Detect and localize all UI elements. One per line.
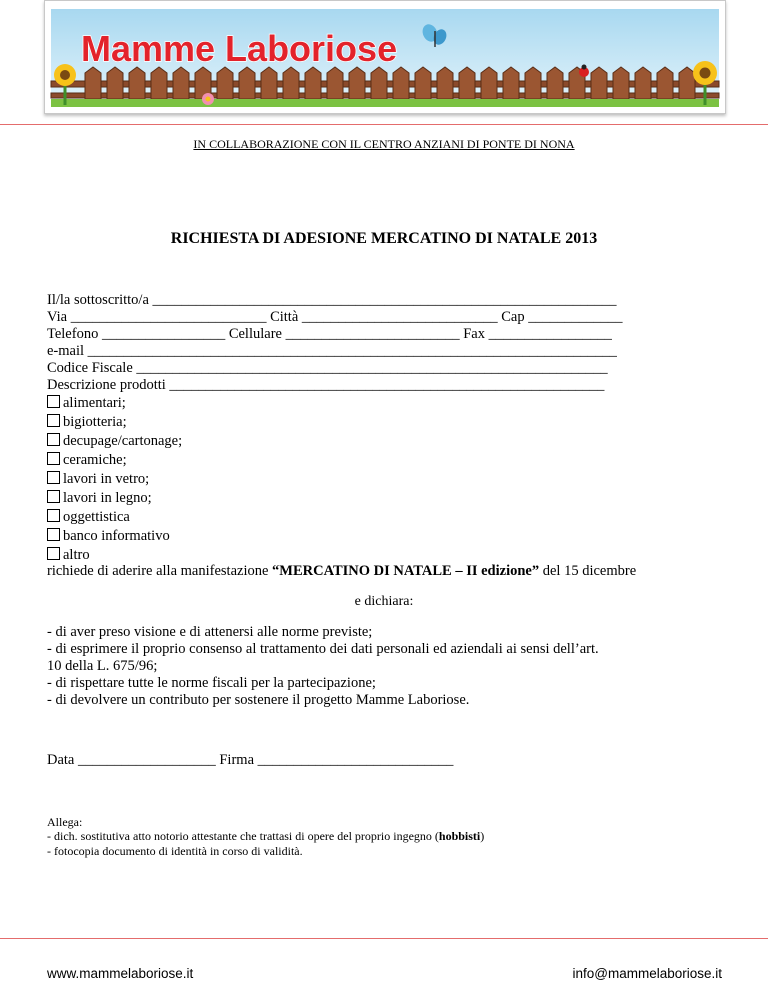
- declaration-line: - di esprimere il proprio consenso al trattamento dei dati personali ed aziendali ai sensi dell’art.: [47, 641, 599, 657]
- category-option[interactable]: [47, 433, 182, 450]
- category-option[interactable]: [47, 414, 127, 431]
- request-line: [47, 563, 636, 580]
- fence-picket: [415, 67, 431, 99]
- footer-website-link[interactable]: www.mammelaboriose.it: [47, 966, 194, 981]
- request-prefix: richiede di aderire alla manifestazione: [47, 563, 273, 579]
- fence-picket: [481, 67, 497, 99]
- signature-line[interactable]: Data ___________________ Firma ___________________________: [47, 752, 454, 768]
- fence-picket: [151, 67, 167, 99]
- declaration-line: - di devolvere un contributo per sostenere il progetto Mamme Laboriose.: [47, 692, 470, 708]
- fence-picket: [239, 67, 255, 99]
- declares-heading: e dichiara:: [354, 594, 414, 609]
- declaration-line: - di aver preso visione e di attenersi alle norme previste;: [47, 624, 373, 640]
- declaration-line: - di rispettare tutte le norme fiscali per la partecipazione;: [47, 675, 376, 691]
- category-label: oggettistica: [63, 509, 130, 525]
- checkbox-icon[interactable]: [47, 547, 60, 560]
- fence-picket: [657, 67, 673, 99]
- category-label: bigiotteria;: [63, 414, 127, 430]
- document-title: RICHIESTA DI ADESIONE MERCATINO DI NATALE 2013: [170, 230, 598, 247]
- fence-picket: [283, 67, 299, 99]
- fence-picket: [437, 67, 453, 99]
- flower-icon: [202, 93, 214, 105]
- category-label: banco informativo: [63, 528, 170, 544]
- fence-picket: [261, 67, 277, 99]
- category-label: decupage/cartonage;: [63, 433, 183, 449]
- attachment-text-end: ): [480, 829, 485, 843]
- address-field-line[interactable]: Via ___________________________ Città ___________________________ Cap _____________: [47, 309, 623, 325]
- checkbox-icon[interactable]: [47, 395, 60, 408]
- fence-picket: [85, 67, 101, 99]
- declaration-line: 10 della L. 675/96;: [47, 658, 158, 674]
- checkbox-icon[interactable]: [47, 528, 60, 541]
- fence-picket: [217, 67, 233, 99]
- fence-picket: [327, 67, 343, 99]
- fence-picket: [635, 67, 651, 99]
- fence-picket: [173, 67, 189, 99]
- fence-picket: [371, 67, 387, 99]
- name-field-line[interactable]: Il/la sottoscritto/a ________________________________________________________________: [47, 292, 617, 308]
- logo-text: Mamme Laboriose: [81, 28, 398, 69]
- fence-picket: [129, 67, 145, 99]
- fence-picket: [679, 67, 695, 99]
- header-banner: [44, 0, 726, 114]
- checkbox-icon[interactable]: [47, 414, 60, 427]
- attachment-text: - dich. sostitutiva atto notorio attestante che trattasi di opere del proprio ingegno (: [47, 829, 439, 843]
- grass-graphic: [51, 99, 719, 107]
- fence-picket: [393, 67, 409, 99]
- category-option[interactable]: [47, 490, 152, 507]
- fence-picket: [547, 67, 563, 99]
- category-label: lavori in vetro;: [63, 471, 150, 487]
- category-option[interactable]: [47, 509, 130, 526]
- checkbox-icon[interactable]: [47, 452, 60, 465]
- collaboration-line: [0, 137, 768, 151]
- category-label: ceramiche;: [63, 452, 127, 468]
- category-option[interactable]: [47, 547, 90, 564]
- checkbox-icon[interactable]: [47, 509, 60, 522]
- category-label: alimentari;: [63, 395, 126, 411]
- category-option[interactable]: [47, 528, 170, 545]
- header-divider: [0, 124, 768, 125]
- banner-illustration: [45, 1, 725, 113]
- fence-picket: [613, 67, 629, 99]
- request-suffix: del 15 dicembre: [539, 563, 637, 579]
- attachments-heading: Allega:: [47, 815, 83, 829]
- attachment-item: [47, 829, 484, 844]
- collaboration-text: IN COLLABORAZIONE CON IL CENTRO ANZIANI DI PONTE DI NONA: [193, 137, 575, 151]
- category-label: lavori in legno;: [63, 490, 152, 506]
- footer-divider: [0, 938, 768, 939]
- fence-picket: [107, 67, 123, 99]
- fence-picket: [591, 67, 607, 99]
- checkbox-icon[interactable]: [47, 490, 60, 503]
- email-field-line[interactable]: e-mail _________________________________________________________________________: [47, 343, 617, 359]
- attachment-item: - fotocopia documento di identità in corso di validità.: [47, 844, 303, 858]
- category-option[interactable]: [47, 471, 149, 488]
- products-field-line[interactable]: Descrizione prodotti ____________________________________________________________: [47, 377, 605, 393]
- fence-picket: [459, 67, 475, 99]
- attachment-bold: hobbisti: [438, 829, 481, 843]
- category-option[interactable]: [47, 395, 126, 412]
- event-name: “MERCATINO DI NATALE – II edizione”: [272, 563, 540, 579]
- phone-field-line[interactable]: Telefono _________________ Cellulare ________________________ Fax _________________: [47, 326, 612, 342]
- category-option[interactable]: [47, 452, 127, 469]
- fence-picket: [525, 67, 541, 99]
- fence-picket: [305, 67, 321, 99]
- fence-picket: [349, 67, 365, 99]
- footer-email-link[interactable]: info@mammelaboriose.it: [572, 966, 722, 981]
- checkbox-icon[interactable]: [47, 471, 60, 484]
- category-label: altro: [63, 547, 90, 563]
- fence-picket: [503, 67, 519, 99]
- checkbox-icon[interactable]: [47, 433, 60, 446]
- tax-code-field-line[interactable]: Codice Fiscale _________________________________________________________________: [47, 360, 608, 376]
